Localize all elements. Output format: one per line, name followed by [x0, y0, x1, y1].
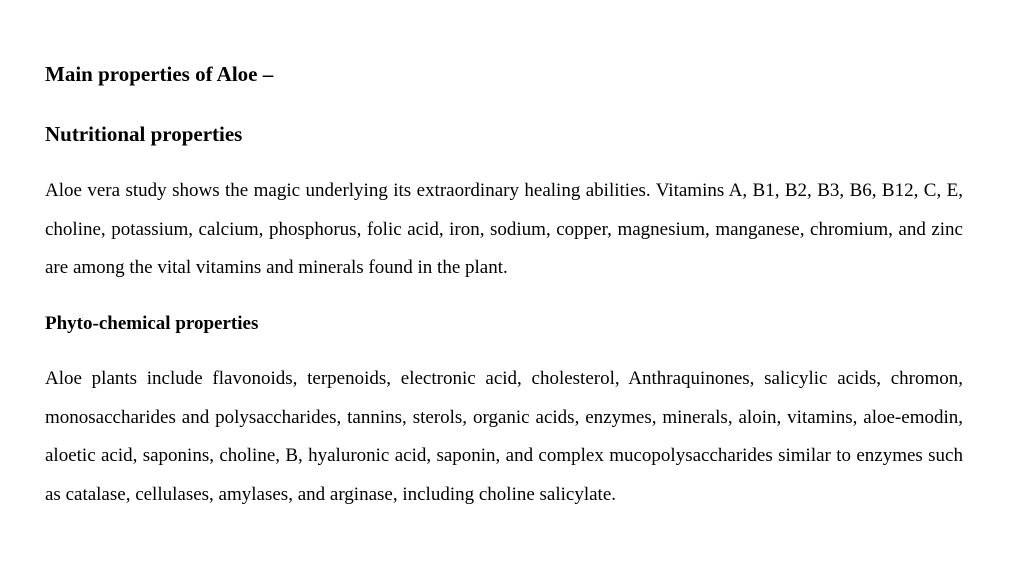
phytochemical-properties-paragraph: Aloe plants include flavonoids, terpenoids, electronic acid, cholesterol, Anthraquinones, salicylic acids, chromon, monosaccharides and polysaccharides, tannins, sterols, organic acids, enzymes, minerals, aloin, vitamins, aloe-emodin, aloetic acid, saponins, choline, B, hyaluronic acid, saponin, and complex mucopolysaccharides similar to enzymes such as catalase, cellulases, amylases, and arginase, including choline salicylate. — [45, 368, 963, 505]
nutritional-properties-heading: Nutritional properties — [45, 122, 243, 146]
phytochemical-properties-heading: Phyto-chemical properties — [45, 313, 259, 334]
main-heading: Main properties of Aloe – — [45, 62, 274, 86]
nutritional-properties-paragraph: Aloe vera study shows the magic underlying its extraordinary healing abilities. Vitamins A, B1, B2, B3, B6, B12, C, E, choline, potassium, calcium, phosphorus, folic acid, iron, sodium, copper, magnesium, manganese, chromium, and zinc are among the vital vitamins and minerals found in the plant. — [45, 180, 963, 279]
